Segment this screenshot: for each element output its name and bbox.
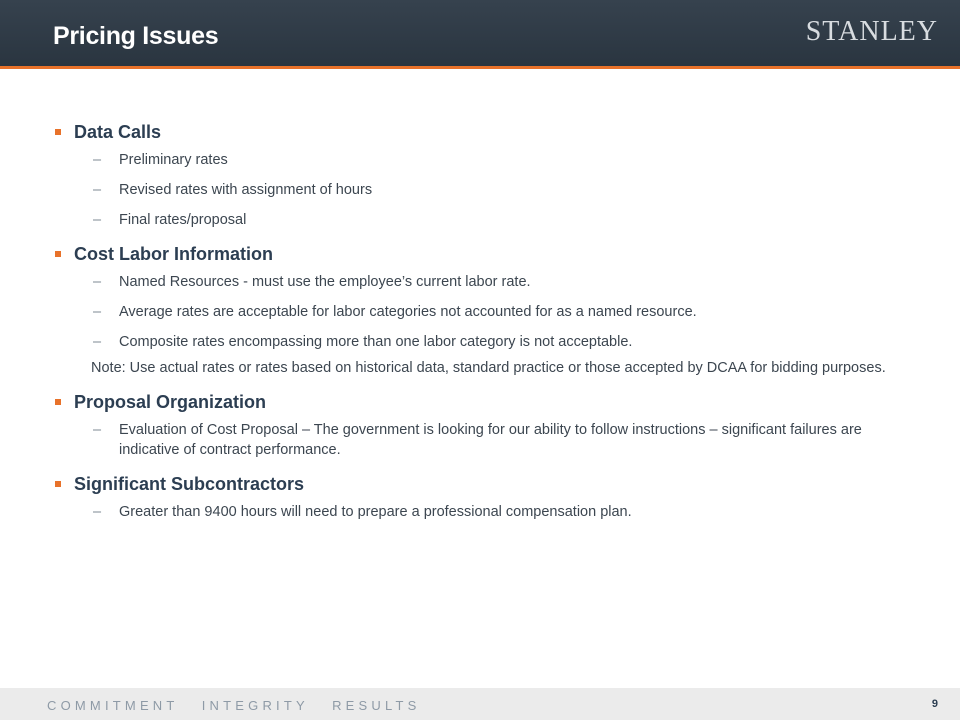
section-proposal-organization — [55, 390, 915, 460]
dash-bullet-icon: – — [93, 304, 102, 320]
list-item: – Composite rates encompassing more than one labor category is not acceptable. — [93, 334, 633, 350]
list-item: – Average rates are acceptable for labor categories not accounted for as a named resource. — [93, 304, 697, 320]
section-significant-subcontractors — [55, 472, 915, 522]
company-logo: STANLEY — [805, 16, 938, 47]
sub-list — [55, 420, 915, 460]
header-accent-rule — [0, 66, 960, 69]
footer-tagline: COMMITMENT INTEGRITY RESULTS — [47, 698, 421, 713]
list-item: – Named Resources - must use the employee’s current labor rate. — [93, 274, 531, 290]
sub-list — [55, 502, 915, 522]
dash-bullet-icon: – — [93, 422, 102, 438]
sub-list — [55, 150, 915, 230]
section-cost-labor-information — [55, 242, 915, 378]
sub-list — [55, 272, 915, 352]
dash-bullet-icon: – — [93, 152, 102, 168]
square-bullet-icon — [55, 399, 61, 405]
list-item: – Final rates/proposal — [93, 212, 247, 228]
square-bullet-icon — [55, 251, 61, 257]
section-title: Data Calls — [74, 121, 162, 142]
list-item: – Greater than 9400 hours will need to prepare a professional compensation plan. — [93, 504, 632, 520]
slide-title: Pricing Issues — [53, 22, 219, 50]
list-item: – Preliminary rates — [93, 152, 228, 168]
section-title: Proposal Organization — [74, 391, 267, 412]
section-title: Cost Labor Information — [74, 243, 273, 264]
dash-bullet-icon: – — [93, 274, 102, 290]
square-bullet-icon — [55, 129, 61, 135]
dash-bullet-icon: – — [93, 212, 102, 228]
note-text: Note: Use actual rates or rates based on historical data, standard practice or those accepted by DCAA for bidding purposes. — [91, 360, 886, 376]
page-number: 9 — [931, 698, 938, 710]
list-item: – Revised rates with assignment of hours — [93, 182, 373, 198]
section-title: Significant Subcontractors — [74, 473, 305, 494]
dash-bullet-icon: – — [93, 504, 102, 520]
dash-bullet-icon: – — [93, 182, 102, 198]
section-data-calls — [55, 120, 915, 230]
dash-bullet-icon: – — [93, 334, 102, 350]
slide-content — [55, 120, 915, 534]
list-item: – Evaluation of Cost Proposal – The government is looking for our ability to follow instructions – significant failures are indicative of contract performance. — [93, 422, 862, 458]
square-bullet-icon — [55, 481, 61, 487]
